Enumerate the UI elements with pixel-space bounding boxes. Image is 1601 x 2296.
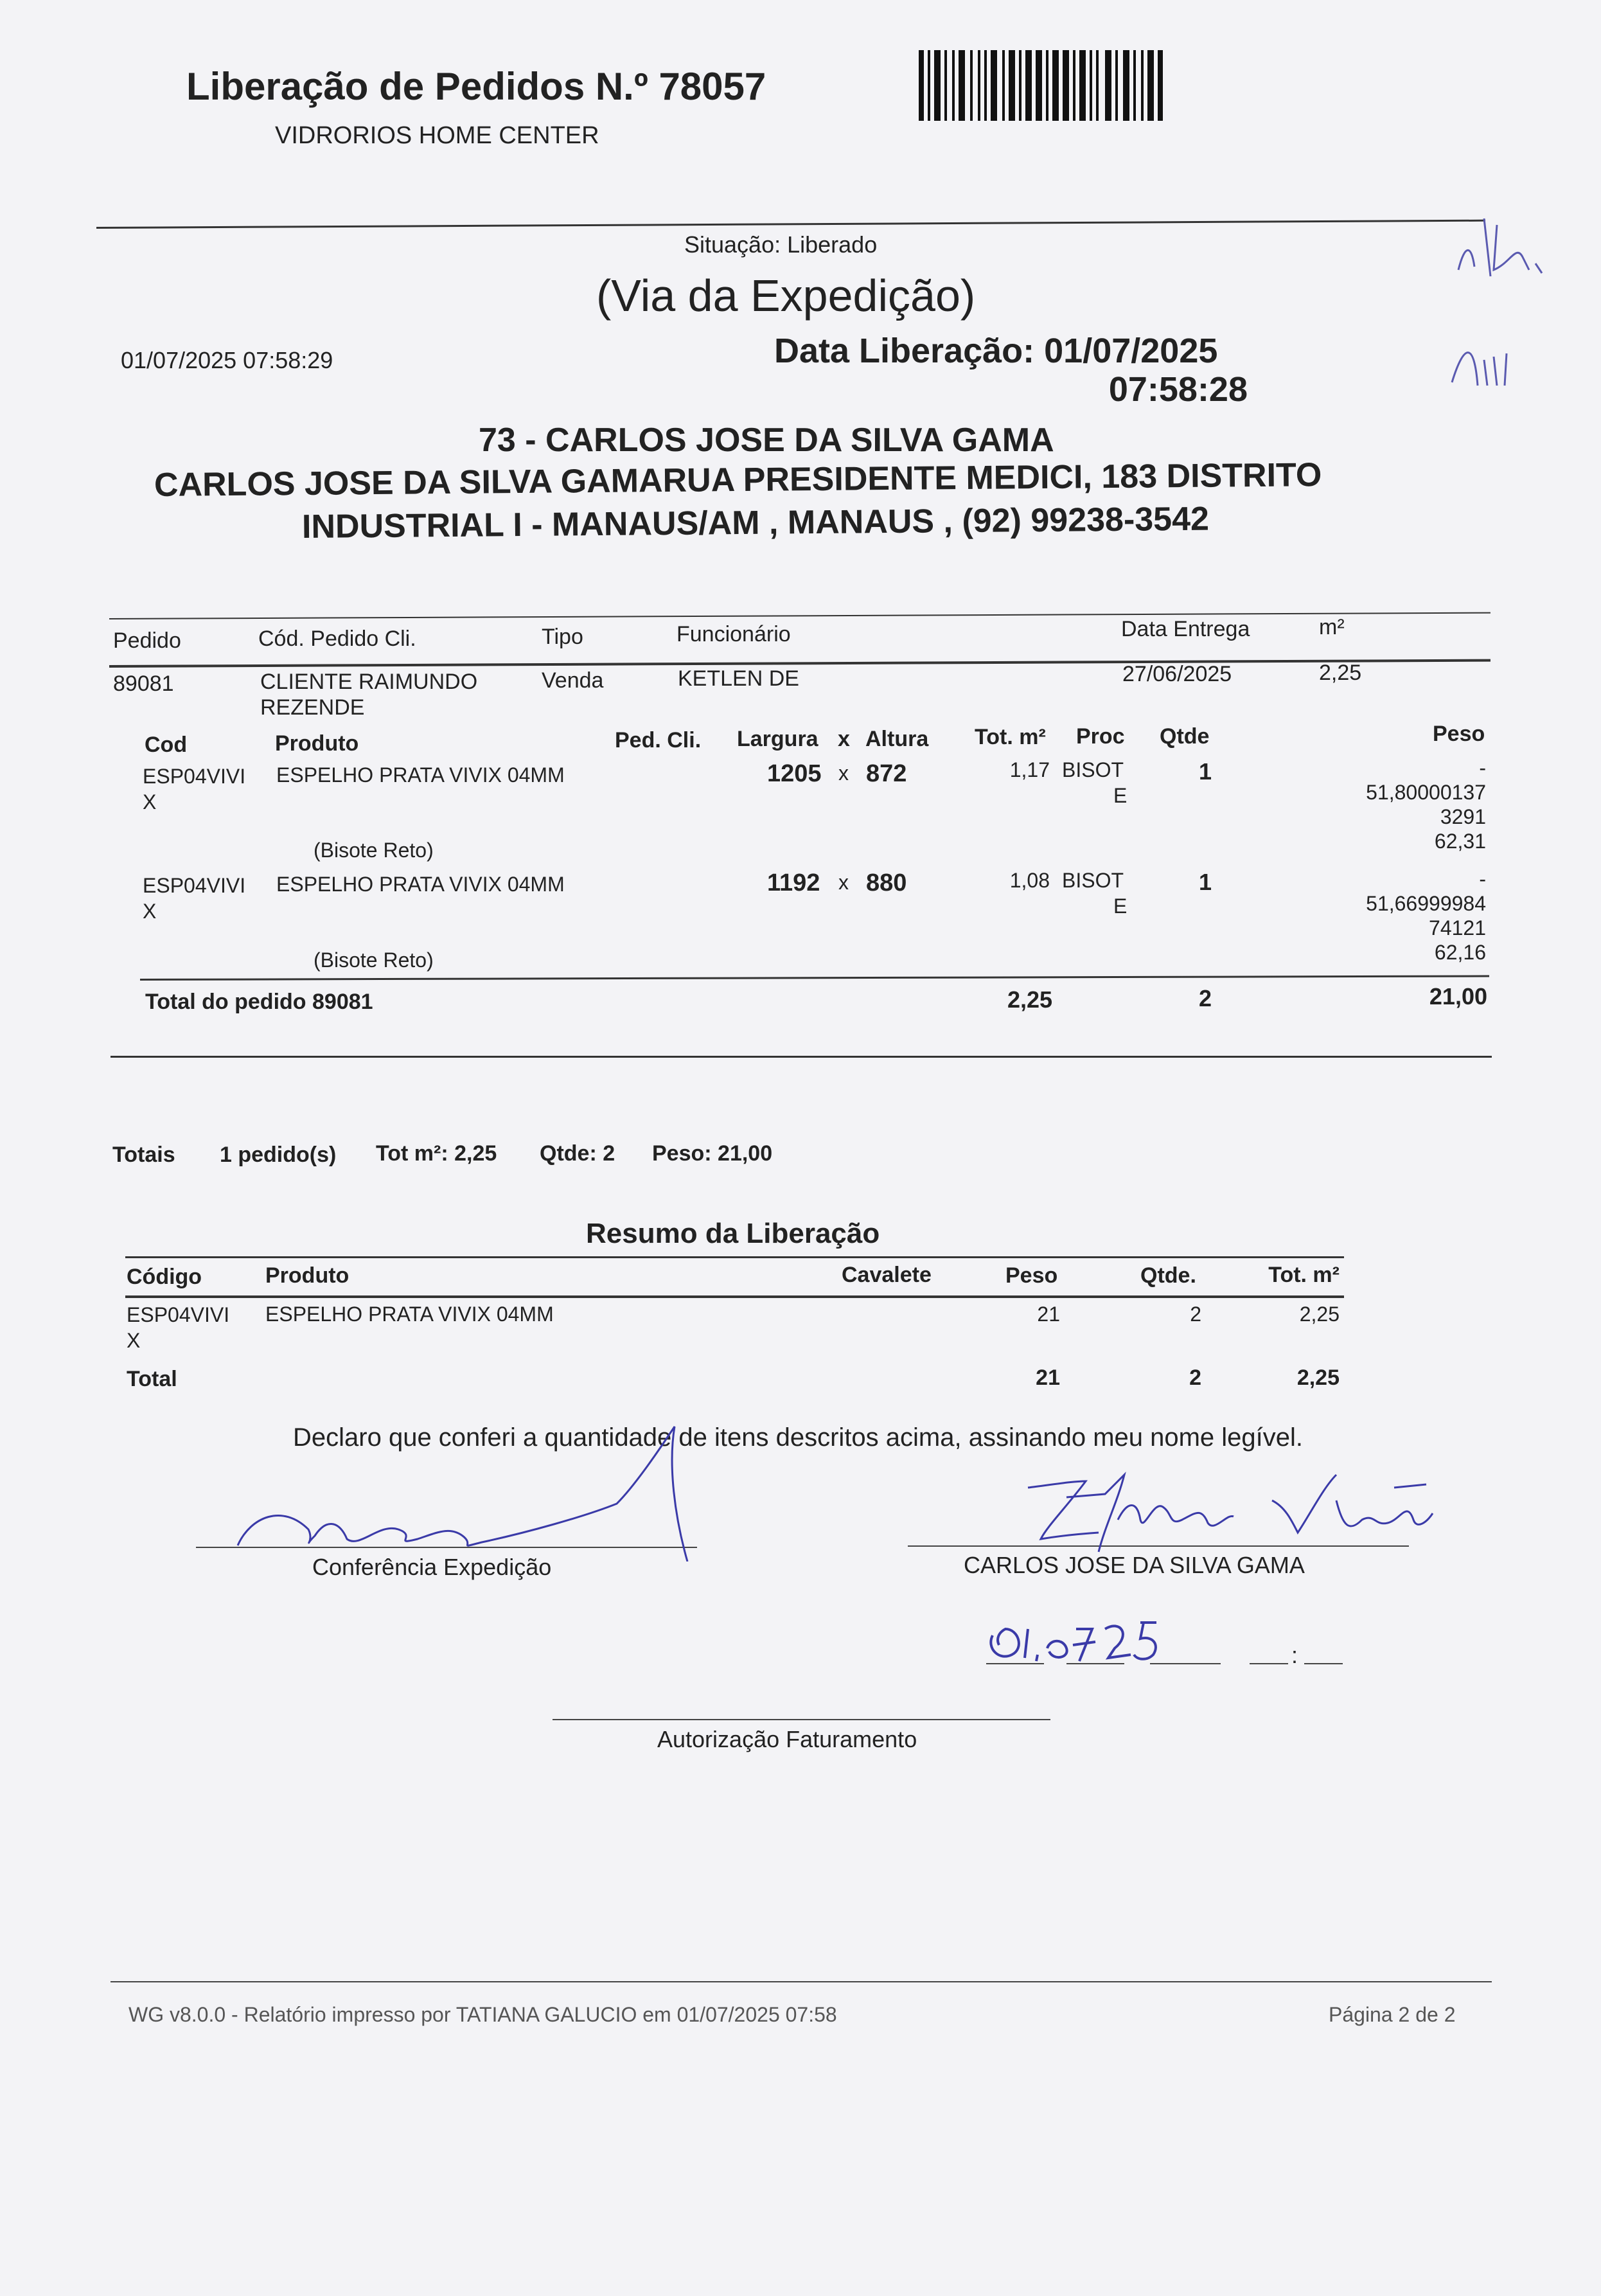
- date-day-line: [986, 1663, 1044, 1664]
- item-peso-line1: -: [1479, 868, 1486, 891]
- summary-tot-m2: 2,25: [1299, 1303, 1340, 1326]
- item-qtde: 1: [1199, 758, 1212, 785]
- col-m2: m²: [1319, 615, 1345, 639]
- totals-peso: Peso: 21,00: [652, 1141, 773, 1166]
- summary-total-qtde: 2: [1189, 1366, 1201, 1390]
- items-col-proc: Proc: [1076, 724, 1125, 749]
- order-data-entrega: 27/06/2025: [1122, 662, 1232, 686]
- company-name: VIDRORIOS HOME CENTER: [275, 122, 599, 149]
- col-data-entrega: Data Entrega: [1121, 617, 1250, 641]
- order-block-bottom-rule: [111, 1056, 1492, 1058]
- order-total-label: Total do pedido 89081: [145, 990, 373, 1014]
- summary-title: Resumo da Liberação: [586, 1218, 880, 1249]
- order-table-top-rule: [109, 612, 1490, 619]
- items-col-altura: Altura: [865, 727, 929, 751]
- col-pedido: Pedido: [113, 628, 181, 653]
- col-cod-pedido-cli: Cód. Pedido Cli.: [258, 627, 416, 651]
- header-rule: [96, 220, 1485, 229]
- item-produto: ESPELHO PRATA VIVIX 04MM: [276, 763, 565, 787]
- autorizacao-signature-line: [553, 1719, 1050, 1720]
- summary-col-qtde: Qtde.: [1140, 1263, 1196, 1288]
- order-cod-cli-line2: REZENDE: [260, 695, 365, 720]
- client-address-line2: INDUSTRIAL I - MANAUS/AM , MANAUS , (92) 99238-3542: [301, 500, 1210, 546]
- order-total-peso: 21,00: [1429, 983, 1487, 1010]
- order-total-rule: [140, 975, 1489, 981]
- conferencia-label: Conferência Expedição: [312, 1554, 552, 1580]
- document-title: Liberação de Pedidos N.º 78057: [186, 65, 766, 108]
- release-date: Data Liberação: 01/07/2025: [774, 332, 1218, 370]
- items-col-qtde: Qtde: [1160, 724, 1210, 749]
- summary-col-tot-m2: Tot. m²: [1268, 1263, 1340, 1287]
- summary-header-rule: [125, 1295, 1344, 1298]
- summary-total-peso: 21: [1036, 1366, 1060, 1390]
- order-total-m2: 2,25: [1007, 986, 1053, 1013]
- item-obs: (Bisote Reto): [314, 948, 434, 972]
- date-year-line: [1150, 1663, 1221, 1664]
- item-tot-m2: 1,08: [1009, 869, 1050, 892]
- totals-m2: Tot m²: 2,25: [376, 1141, 497, 1166]
- item-cod-line2: X: [143, 900, 157, 923]
- time-hour-line: [1250, 1663, 1288, 1664]
- item-x: x: [838, 871, 849, 894]
- print-datetime: 01/07/2025 07:58:29: [121, 347, 333, 373]
- footer-rule: [111, 1981, 1492, 1982]
- summary-col-produto: Produto: [265, 1263, 349, 1288]
- summary-col-cavalete: Cavalete: [842, 1263, 932, 1287]
- order-total-qtde: 2: [1199, 985, 1212, 1011]
- footer-print-info: WG v8.0.0 - Relatório impresso por TATIANA GALUCIO em 01/07/2025 07:58: [128, 2003, 837, 2026]
- page-number: Página 2 de 2: [1329, 2003, 1456, 2026]
- item-cod-line1: ESP04VIVI: [143, 765, 246, 788]
- order-funcionario: KETLEN DE: [678, 666, 799, 691]
- summary-top-rule: [125, 1256, 1344, 1258]
- summary-col-peso: Peso: [1005, 1263, 1058, 1288]
- totals-qtde: Qtde: 2: [540, 1141, 615, 1166]
- item-largura: 1192: [767, 869, 820, 896]
- item-obs: (Bisote Reto): [314, 839, 434, 862]
- summary-peso: 21: [1037, 1303, 1060, 1326]
- client-name: 73 - CARLOS JOSE DA SILVA GAMA: [479, 422, 1054, 459]
- via-label: (Via da Expedição): [596, 271, 976, 321]
- item-produto: ESPELHO PRATA VIVIX 04MM: [276, 873, 565, 896]
- item-proc-line1: BISOT: [1062, 869, 1124, 892]
- autorizacao-label: Autorização Faturamento: [657, 1726, 917, 1752]
- declaration-text: Declaro que conferi a quantidade de itens descritos acima, assinando meu nome legível.: [293, 1423, 1304, 1452]
- summary-col-codigo: Código: [127, 1265, 202, 1289]
- summary-total-tot-m2: 2,25: [1296, 1366, 1340, 1390]
- release-time: 07:58:28: [1108, 370, 1248, 409]
- item-peso-line2: 51,80000137: [1366, 781, 1486, 804]
- order-tipo: Venda: [542, 668, 604, 693]
- conferencia-handwritten-signature: [225, 1420, 713, 1562]
- item-altura: 872: [866, 760, 907, 787]
- item-x: x: [838, 761, 849, 785]
- item-qtde: 1: [1199, 869, 1212, 895]
- order-number: 89081: [113, 672, 174, 696]
- situation-status: Situação: Liberado: [684, 231, 878, 258]
- order-table-header-rule: [109, 659, 1490, 668]
- summary-codigo-line2: X: [127, 1329, 141, 1352]
- items-col-ped-cli: Ped. Cli.: [615, 728, 702, 752]
- items-col-largura: Largura: [737, 727, 818, 751]
- totals-pedidos: 1 pedido(s): [220, 1143, 337, 1167]
- summary-qtde: 2: [1190, 1303, 1201, 1326]
- totals-label: Totais: [112, 1143, 175, 1167]
- item-cod-line2: X: [143, 790, 157, 814]
- item-largura: 1205: [767, 760, 822, 787]
- item-peso-line3: 3291: [1440, 805, 1486, 828]
- item-peso-line4: 62,16: [1434, 941, 1486, 964]
- item-proc-line1: BISOT: [1062, 758, 1124, 781]
- items-col-tot-m2: Tot. m²: [975, 725, 1046, 749]
- items-col-produto: Produto: [275, 731, 359, 756]
- item-peso-line3: 74121: [1429, 916, 1486, 939]
- items-col-peso: Peso: [1433, 722, 1485, 746]
- item-cod-line1: ESP04VIVI: [143, 874, 246, 897]
- items-col-cod: Cod: [145, 733, 188, 757]
- client-handwritten-signature: [1015, 1462, 1446, 1558]
- item-peso-line1: -: [1479, 756, 1486, 779]
- item-peso-line4: 62,31: [1434, 830, 1486, 853]
- summary-codigo-line1: ESP04VIVI: [127, 1303, 230, 1326]
- summary-total-label: Total: [127, 1367, 177, 1391]
- col-funcionario: Funcionário: [677, 622, 791, 646]
- date-month-line: [1066, 1663, 1124, 1664]
- initials-signature: [1446, 206, 1574, 398]
- summary-produto: ESPELHO PRATA VIVIX 04MM: [265, 1303, 554, 1326]
- client-signature-label: CARLOS JOSE DA SILVA GAMA: [964, 1552, 1305, 1578]
- order-cod-cli-line1: CLIENTE RAIMUNDO: [260, 670, 478, 694]
- item-peso-line2: 51,66999984: [1366, 892, 1486, 915]
- item-tot-m2: 1,17: [1009, 758, 1050, 781]
- time-separator: :: [1291, 1642, 1298, 1668]
- time-minute-line: [1304, 1663, 1343, 1664]
- items-col-x: x: [838, 727, 850, 751]
- item-proc-line2: E: [1113, 894, 1128, 918]
- item-proc-line2: E: [1113, 784, 1128, 807]
- client-address-line1: CARLOS JOSE DA SILVA GAMARUA PRESIDENTE MEDICI, 183 DISTRITO: [154, 456, 1322, 504]
- col-tipo: Tipo: [542, 625, 583, 649]
- barcode-image: [919, 50, 1163, 121]
- item-altura: 880: [866, 869, 907, 896]
- order-m2: 2,25: [1319, 661, 1362, 685]
